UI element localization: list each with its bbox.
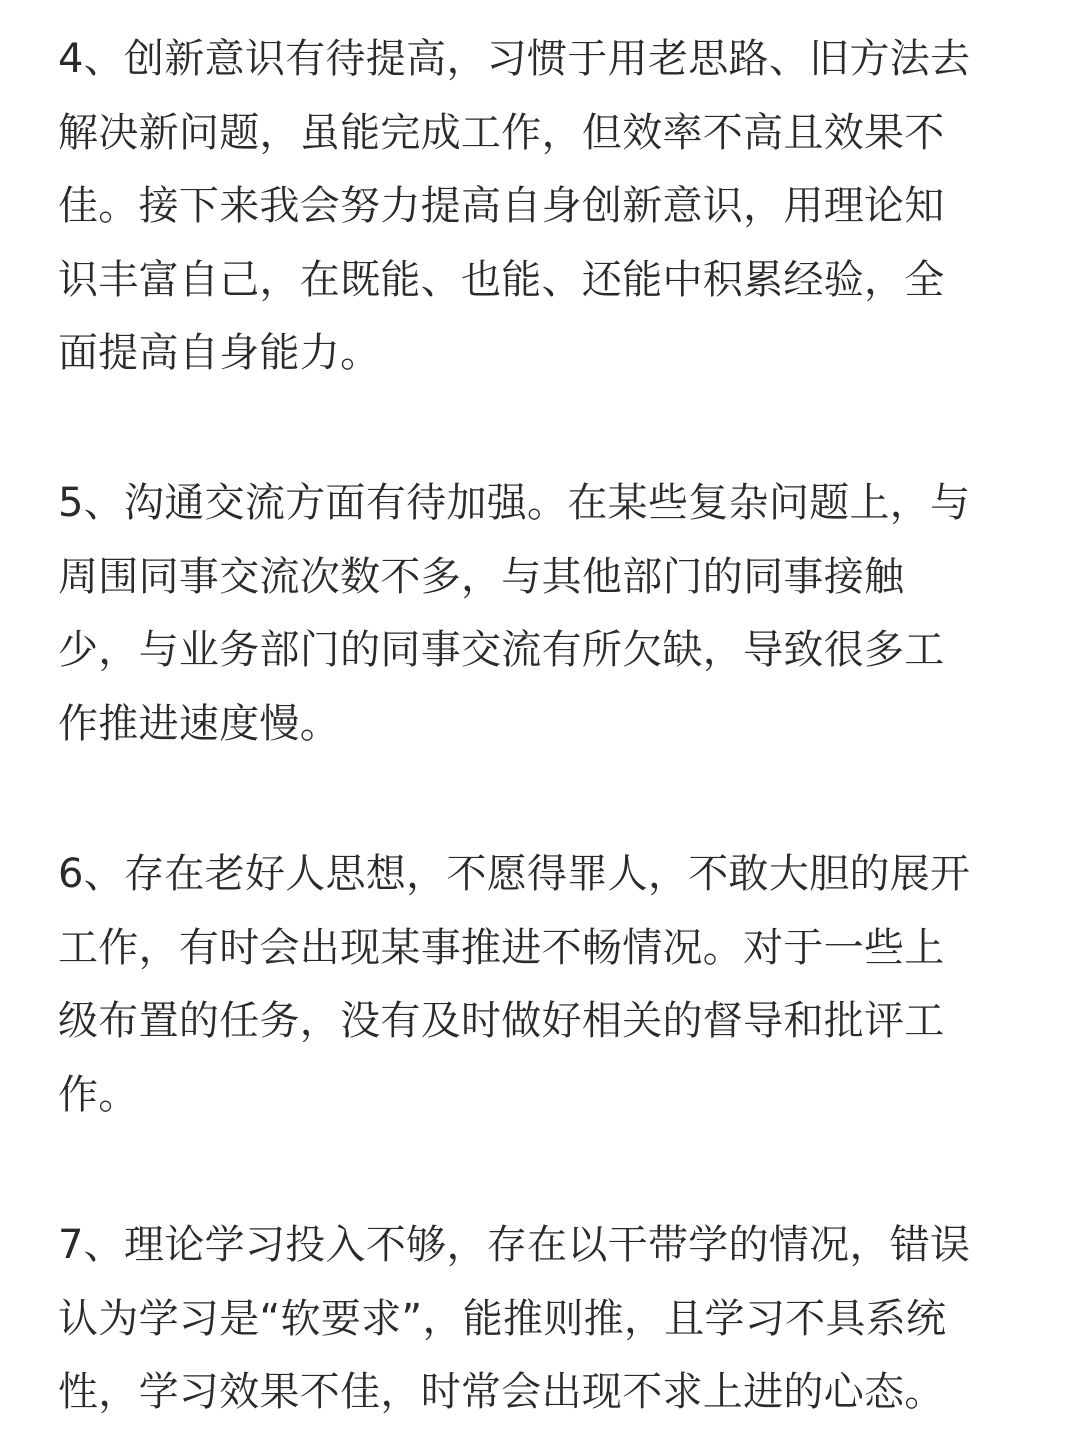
text-line: 7、理论学习投入不够，存在以干带学的情况，错误: [58, 1222, 971, 1268]
text-line: 作推进速度慢。: [58, 700, 341, 747]
text-line: 4、创新意识有待提高，习惯于用老思路、旧方法去: [58, 36, 971, 82]
text-line: 级布置的任务，没有及时做好相关的督导和批评工: [58, 998, 945, 1044]
text-line: 周围同事交流次数不多，与其他部门的同事接触: [58, 553, 905, 600]
text-line: 认为学习是“软要求”，能推则推，且学习不具系统: [58, 1295, 947, 1342]
paragraph-item-5: [58, 467, 970, 761]
text-line: 作。: [58, 1071, 139, 1118]
text-line: 佳。接下来我会努力提高自身创新意识，用理论知: [58, 183, 945, 229]
text-line: 解决新问题，虽能完成工作，但效率不高且效果不: [58, 109, 945, 156]
text-line: 性，学习效果不佳，时常会出现不求上进的心态。: [58, 1369, 945, 1415]
text-line: 识丰富自己，在既能、也能、还能中积累经验，全: [58, 256, 945, 303]
paragraph-item-4: [58, 23, 970, 391]
text-line: 6、存在老好人思想，不愿得罪人，不敢大胆的展开: [58, 851, 971, 897]
paragraph-item-7: [58, 1209, 970, 1430]
paragraph-item-6: [58, 838, 970, 1132]
text-line: 5、沟通交流方面有待加强。在某些复杂问题上，与: [58, 480, 971, 526]
text-line: 工作，有时会出现某事推进不畅情况。对于一些上: [58, 924, 945, 971]
text-line: 面提高自身能力。: [58, 330, 381, 376]
text-line: 少，与业务部门的同事交流有所欠缺，导致很多工: [58, 627, 945, 673]
